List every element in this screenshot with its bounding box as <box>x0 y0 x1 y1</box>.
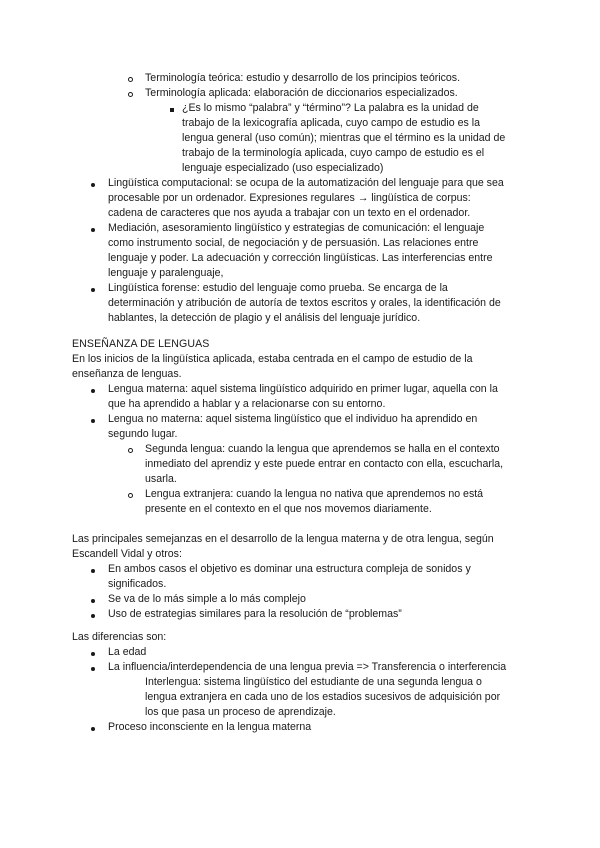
list-item: Uso de estrategias similares para la resolución de “problemas” <box>108 608 402 620</box>
list-item: Terminología teórica: estudio y desarrollo de los principios teóricos. <box>145 72 461 84</box>
list-item-continuation: presente en el contexto en el que nos movemos diariamente. <box>145 503 432 515</box>
list-item: Lingüística forense: estudio del lenguaje como prueba. Se encarga de la <box>108 282 448 294</box>
section-heading: ENSEÑANZA DE LENGUAS <box>72 338 210 350</box>
bullet-dot-icon <box>91 667 95 671</box>
list-item-continuation: lenguaje y poder. La adecuación y corrección lingüísticas. Las interferencias entre <box>108 252 493 264</box>
bullet-dot-icon <box>91 419 95 423</box>
list-item-continuation: significados. <box>108 578 167 590</box>
list-item: Lengua no materna: aquel sistema lingüístico que el individuo ha aprendido en <box>108 413 478 425</box>
bullet-dot-icon <box>91 614 95 618</box>
list-item-continuation: inmediato del aprendiz y este puede entrar en contacto con ella, escucharla, <box>145 458 504 470</box>
list-item-continuation: trabajo de la terminología aplicada, cuyo campo de estudio es el <box>182 147 485 159</box>
list-item: Lingüística computacional: se ocupa de la automatización del lenguaje para que sea <box>108 177 504 189</box>
list-item-continuation: trabajo de la lexicografía aplicada, cuyo campo de estudio es la <box>182 117 480 129</box>
list-item-continuation: lengua general (uso común); mientras que el término es la unidad de <box>182 132 506 144</box>
list-item-continuation: procesable por un ordenador. Expresiones regulares → lingüística de corpus: <box>108 192 471 204</box>
list-item-continuation: lenguaje especializado (uso especializado) <box>182 162 384 174</box>
list-item-continuation: cadena de caracteres que nos ayuda a trabajar con un texto en el ordenador. <box>108 207 471 219</box>
list-item: Mediación, asesoramiento lingüístico y estrategias de comunicación: el lenguaje <box>108 222 485 234</box>
bullet-dot-icon <box>91 569 95 573</box>
bullet-ring-icon <box>128 77 133 82</box>
list-item: Terminología aplicada: elaboración de diccionarios especializados. <box>145 87 458 99</box>
indented-line: lengua extranjera en cada uno de los estadios sucesivos de adquisición por <box>145 691 501 703</box>
list-item: ¿Es lo mismo “palabra” y “término”? La palabra es la unidad de <box>182 102 479 114</box>
list-item-continuation: que ha aprendido a hablar y a relacionarse con su entorno. <box>108 398 386 410</box>
list-item: En ambos casos el objetivo es dominar una estructura compleja de sonidos y <box>108 563 471 575</box>
bullet-dot-icon <box>91 727 95 731</box>
list-item: Segunda lengua: cuando la lengua que aprendemos se halla en el contexto <box>145 443 500 455</box>
bullet-ring-icon <box>128 493 133 498</box>
list-item: La edad <box>108 646 147 658</box>
list-item: Lengua extranjera: cuando la lengua no nativa que aprendemos no está <box>145 488 484 500</box>
list-item: Lengua materna: aquel sistema lingüístico adquirido en primer lugar, aquella con la <box>108 383 498 395</box>
list-item: Se va de lo más simple a lo más complejo <box>108 593 306 605</box>
bullet-dot-icon <box>91 183 95 187</box>
bullet-dot-icon <box>91 652 95 656</box>
bullet-ring-icon <box>128 448 133 453</box>
bullet-dot-icon <box>91 288 95 292</box>
list-item-continuation: segundo lugar. <box>108 428 178 440</box>
paragraph-line: Las principales semejanzas en el desarrollo de la lengua materna y de otra lengua, según <box>72 533 494 545</box>
list-item: Proceso inconsciente en la lengua materna <box>108 721 312 733</box>
bullet-dot-icon <box>91 389 95 393</box>
indented-line: los que pasa un proceso de aprendizaje. <box>145 706 336 718</box>
list-item-continuation: usarla. <box>145 473 177 485</box>
bullet-ring-icon <box>128 92 133 97</box>
paragraph-line: enseñanza de lenguas. <box>72 368 182 380</box>
paragraph-line: Las diferencias son: <box>72 631 167 643</box>
list-item-continuation: hablantes, la detección de plagio y el análisis del lenguaje jurídico. <box>108 312 421 324</box>
bullet-square-icon <box>170 108 174 112</box>
bullet-dot-icon <box>91 599 95 603</box>
list-item-continuation: como instrumento social, de negociación y de persuasión. Las relaciones entre <box>108 237 479 249</box>
paragraph-line: En los inicios de la lingüística aplicada, estaba centrada en el campo de estudio de la <box>72 353 473 365</box>
list-item-continuation: determinación y atribución de autoría de textos escritos y orales, la identificación de <box>108 297 501 309</box>
list-item-continuation: lenguaje y paralenguaje, <box>108 267 224 279</box>
list-item: La influencia/interdependencia de una lengua previa => Transferencia o interferencia <box>108 661 507 673</box>
paragraph-line: Escandell Vidal y otros: <box>72 548 182 560</box>
bullet-dot-icon <box>91 228 95 232</box>
indented-line: Interlengua: sistema lingüístico del estudiante de una segunda lengua o <box>145 676 482 688</box>
